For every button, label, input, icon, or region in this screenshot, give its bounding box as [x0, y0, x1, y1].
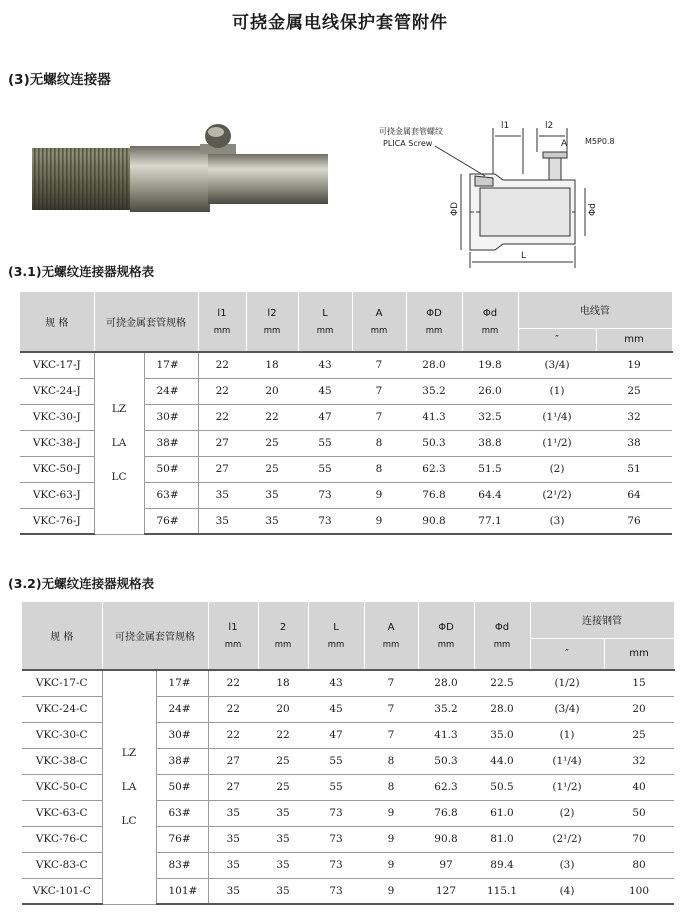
cell-l1: 27 — [198, 456, 246, 482]
cell-l1: 22 — [208, 696, 258, 722]
cell-a: 8 — [352, 456, 406, 482]
header-phi-D: ΦD mm — [406, 292, 462, 352]
header-hose-spec: 可挠金属套管规格 — [102, 602, 208, 670]
cell-a: 9 — [364, 800, 418, 826]
cell-model: VKC-38-C — [22, 748, 102, 774]
cell-mm: 19 — [596, 352, 672, 378]
cell-model: VKC-101-C — [22, 878, 102, 904]
cell-hose: 30# — [156, 722, 208, 748]
cell-l2: 35 — [246, 482, 298, 508]
cell-mm: 50 — [604, 800, 674, 826]
material-label: LC — [111, 471, 127, 484]
cell-a: 9 — [352, 508, 406, 534]
cell-d: 64.4 — [462, 482, 518, 508]
cell-d: 50.3 — [418, 748, 474, 774]
cell-inch: (1/2) — [530, 670, 604, 696]
cell-a: 7 — [352, 352, 406, 378]
cell-hose: 17# — [144, 352, 198, 378]
cell-d: 62.3 — [418, 774, 474, 800]
cell-a: 7 — [352, 404, 406, 430]
cell-l1: 35 — [208, 852, 258, 878]
cell-l2: 25 — [258, 774, 308, 800]
cell-inch: (4) — [530, 878, 604, 904]
material-label: LA — [121, 781, 137, 794]
cell-inch: (2¹/2) — [530, 826, 604, 852]
header-A: A mm — [364, 602, 418, 670]
cell-d: 28.0 — [418, 670, 474, 696]
table-row — [20, 352, 672, 378]
cell-inch: (3) — [518, 508, 596, 534]
cell-l2: 18 — [246, 352, 298, 378]
header-phi-D: ΦD mm — [418, 602, 474, 670]
cell-l1: 27 — [198, 430, 246, 456]
header-spec: 规 格 — [20, 292, 94, 352]
cell-material-group — [102, 670, 156, 904]
cell-model: VKC-50-C — [22, 774, 102, 800]
cell-l2: 18 — [258, 670, 308, 696]
cell-d: 77.1 — [462, 508, 518, 534]
cell-l2: 20 — [258, 696, 308, 722]
header-l2: 2 mm — [258, 602, 308, 670]
diagram-l1: l1 — [501, 121, 510, 131]
cell-mm: 25 — [596, 378, 672, 404]
section-heading: (3)无螺纹连接器 — [8, 72, 111, 88]
cell-l: 55 — [298, 430, 352, 456]
cell-model: VKC-76-J — [20, 508, 94, 534]
cell-model: VKC-30-C — [22, 722, 102, 748]
cell-l: 55 — [308, 774, 364, 800]
cell-a: 7 — [364, 696, 418, 722]
cell-l: 73 — [298, 482, 352, 508]
cell-l: 43 — [308, 670, 364, 696]
cell-model: VKC-38-J — [20, 430, 94, 456]
cell-l1: 22 — [208, 722, 258, 748]
cell-inch: (2¹/2) — [518, 482, 596, 508]
cell-a: 8 — [364, 774, 418, 800]
material-label: LZ — [111, 403, 127, 416]
cell-inch: (1) — [518, 378, 596, 404]
cell-l: 55 — [308, 748, 364, 774]
cell-d: 50.5 — [474, 774, 530, 800]
material-label: LZ — [121, 747, 137, 760]
cell-hose: 38# — [156, 748, 208, 774]
cell-d: 90.8 — [418, 826, 474, 852]
cell-hose: 38# — [144, 430, 198, 456]
cell-mm: 51 — [596, 456, 672, 482]
spec-table-2 — [22, 602, 675, 905]
header-inch: ″ — [518, 328, 596, 352]
cell-inch: (3) — [530, 852, 604, 878]
cell-inch: (1¹/2) — [518, 430, 596, 456]
cell-l: 45 — [308, 696, 364, 722]
cell-d: 26.0 — [462, 378, 518, 404]
cell-l: 47 — [308, 722, 364, 748]
cell-l: 73 — [298, 508, 352, 534]
table-row — [22, 670, 674, 696]
connector-diagram — [375, 112, 635, 270]
cell-hose: 24# — [144, 378, 198, 404]
cell-model: VKC-76-C — [22, 826, 102, 852]
cell-hose: 63# — [144, 482, 198, 508]
cell-d: 50.3 — [406, 430, 462, 456]
connector-photo — [30, 118, 330, 218]
cell-l2: 25 — [258, 748, 308, 774]
cell-hose: 83# — [156, 852, 208, 878]
diagram-a: A — [561, 139, 568, 149]
diagram-phi-d: Φd — [588, 203, 598, 216]
cell-l1: 22 — [198, 404, 246, 430]
cell-l2: 22 — [258, 722, 308, 748]
cell-mm: 32 — [604, 748, 674, 774]
cell-a: 7 — [352, 378, 406, 404]
cell-a: 8 — [364, 748, 418, 774]
cell-hose: 24# — [156, 696, 208, 722]
cell-model: VKC-63-C — [22, 800, 102, 826]
cell-model: VKC-17-J — [20, 352, 94, 378]
header-phi-d: Φd mm — [462, 292, 518, 352]
header-phi-d: Φd mm — [474, 602, 530, 670]
cell-d: 115.1 — [474, 878, 530, 904]
cell-mm: 76 — [596, 508, 672, 534]
cell-l: 73 — [308, 800, 364, 826]
cell-hose: 63# — [156, 800, 208, 826]
cell-l: 43 — [298, 352, 352, 378]
cell-l1: 22 — [198, 378, 246, 404]
cell-d: 97 — [418, 852, 474, 878]
cell-mm: 25 — [604, 722, 674, 748]
cell-l2: 35 — [258, 852, 308, 878]
cell-d: 76.8 — [406, 482, 462, 508]
cell-l: 47 — [298, 404, 352, 430]
cell-l2: 25 — [246, 430, 298, 456]
material-label: LC — [121, 815, 137, 828]
cell-d: 41.3 — [406, 404, 462, 430]
cell-d: 89.4 — [474, 852, 530, 878]
cell-l1: 35 — [208, 878, 258, 904]
cell-model: VKC-24-J — [20, 378, 94, 404]
cell-hose: 101# — [156, 878, 208, 904]
diagram-L: L — [521, 251, 527, 261]
cell-l2: 25 — [246, 456, 298, 482]
cell-mm: 15 — [604, 670, 674, 696]
cell-inch: (1¹/4) — [518, 404, 596, 430]
cell-d: 76.8 — [418, 800, 474, 826]
cell-model: VKC-63-J — [20, 482, 94, 508]
diagram-label-en: PLICA Screw — [383, 139, 433, 148]
cell-d: 51.5 — [462, 456, 518, 482]
cell-mm: 38 — [596, 430, 672, 456]
header-l1: l1 mm — [208, 602, 258, 670]
diagram-screw: M5P0.8 — [585, 137, 615, 146]
cell-l: 73 — [308, 852, 364, 878]
header-conduit: 电线管 — [518, 292, 672, 328]
cell-hose: 30# — [144, 404, 198, 430]
cell-d: 22.5 — [474, 670, 530, 696]
header-mm: mm — [604, 638, 674, 670]
cell-a: 7 — [364, 722, 418, 748]
cell-d: 127 — [418, 878, 474, 904]
page-title: 可挠金属电线保护套管附件 — [232, 13, 448, 33]
cell-d: 19.8 — [462, 352, 518, 378]
table1-heading: (3.1)无螺纹连接器规格表 — [8, 264, 155, 279]
cell-inch: (3/4) — [518, 352, 596, 378]
cell-inch: (2) — [518, 456, 596, 482]
header-inch: ″ — [530, 638, 604, 670]
cell-l: 55 — [298, 456, 352, 482]
table2-heading: (3.2)无螺纹连接器规格表 — [8, 576, 155, 591]
cell-d: 32.5 — [462, 404, 518, 430]
cell-hose: 76# — [156, 826, 208, 852]
cell-l1: 35 — [208, 826, 258, 852]
cell-d: 35.0 — [474, 722, 530, 748]
cell-d: 62.3 — [406, 456, 462, 482]
header-A: A mm — [352, 292, 406, 352]
cell-l2: 35 — [246, 508, 298, 534]
cell-inch: (2) — [530, 800, 604, 826]
cell-l: 73 — [308, 826, 364, 852]
cell-l1: 35 — [198, 508, 246, 534]
spec-table-1 — [20, 292, 673, 535]
header-mm: mm — [596, 328, 672, 352]
cell-l1: 22 — [208, 670, 258, 696]
header-l2: l2 mm — [246, 292, 298, 352]
cell-l2: 35 — [258, 878, 308, 904]
cell-l2: 35 — [258, 800, 308, 826]
cell-model: VKC-24-C — [22, 696, 102, 722]
cell-d: 90.8 — [406, 508, 462, 534]
cell-l1: 27 — [208, 748, 258, 774]
cell-mm: 70 — [604, 826, 674, 852]
cell-inch: (3/4) — [530, 696, 604, 722]
cell-d: 44.0 — [474, 748, 530, 774]
diagram-label-cn: 可挠金属套管螺纹 — [379, 127, 443, 136]
cell-d: 28.0 — [474, 696, 530, 722]
header-conduit: 连接钢管 — [530, 602, 674, 638]
material-label: LA — [111, 437, 127, 450]
cell-inch: (1¹/4) — [530, 748, 604, 774]
header-spec: 规 格 — [22, 602, 102, 670]
cell-l1: 35 — [208, 800, 258, 826]
cell-mm: 100 — [604, 878, 674, 904]
cell-model: VKC-50-J — [20, 456, 94, 482]
cell-l1: 27 — [208, 774, 258, 800]
cell-l1: 35 — [198, 482, 246, 508]
cell-a: 9 — [364, 826, 418, 852]
cell-mm: 40 — [604, 774, 674, 800]
cell-l2: 22 — [246, 404, 298, 430]
cell-l: 45 — [298, 378, 352, 404]
cell-hose: 76# — [144, 508, 198, 534]
header-L: L mm — [308, 602, 364, 670]
diagram-l2: l2 — [545, 121, 554, 131]
cell-hose: 50# — [144, 456, 198, 482]
cell-d: 28.0 — [406, 352, 462, 378]
header-L: L mm — [298, 292, 352, 352]
cell-l1: 22 — [198, 352, 246, 378]
cell-a: 8 — [352, 430, 406, 456]
header-hose-spec: 可挠金属套管规格 — [94, 292, 198, 352]
cell-mm: 20 — [604, 696, 674, 722]
cell-d: 38.8 — [462, 430, 518, 456]
cell-l2: 20 — [246, 378, 298, 404]
cell-hose: 17# — [156, 670, 208, 696]
diagram-phi-D: ΦD — [450, 201, 460, 216]
cell-mm: 64 — [596, 482, 672, 508]
cell-a: 9 — [364, 878, 418, 904]
cell-d: 35.2 — [418, 696, 474, 722]
cell-inch: (1) — [530, 722, 604, 748]
header-l1: l1 mm — [198, 292, 246, 352]
cell-d: 41.3 — [418, 722, 474, 748]
cell-inch: (1¹/2) — [530, 774, 604, 800]
cell-d: 61.0 — [474, 800, 530, 826]
cell-a: 9 — [352, 482, 406, 508]
cell-d: 81.0 — [474, 826, 530, 852]
cell-model: VKC-83-C — [22, 852, 102, 878]
cell-mm: 32 — [596, 404, 672, 430]
cell-model: VKC-17-C — [22, 670, 102, 696]
cell-mm: 80 — [604, 852, 674, 878]
cell-l: 73 — [308, 878, 364, 904]
cell-hose: 50# — [156, 774, 208, 800]
cell-l2: 35 — [258, 826, 308, 852]
cell-a: 7 — [364, 670, 418, 696]
cell-model: VKC-30-J — [20, 404, 94, 430]
cell-d: 35.2 — [406, 378, 462, 404]
cell-material-group — [94, 352, 144, 534]
cell-a: 9 — [364, 852, 418, 878]
